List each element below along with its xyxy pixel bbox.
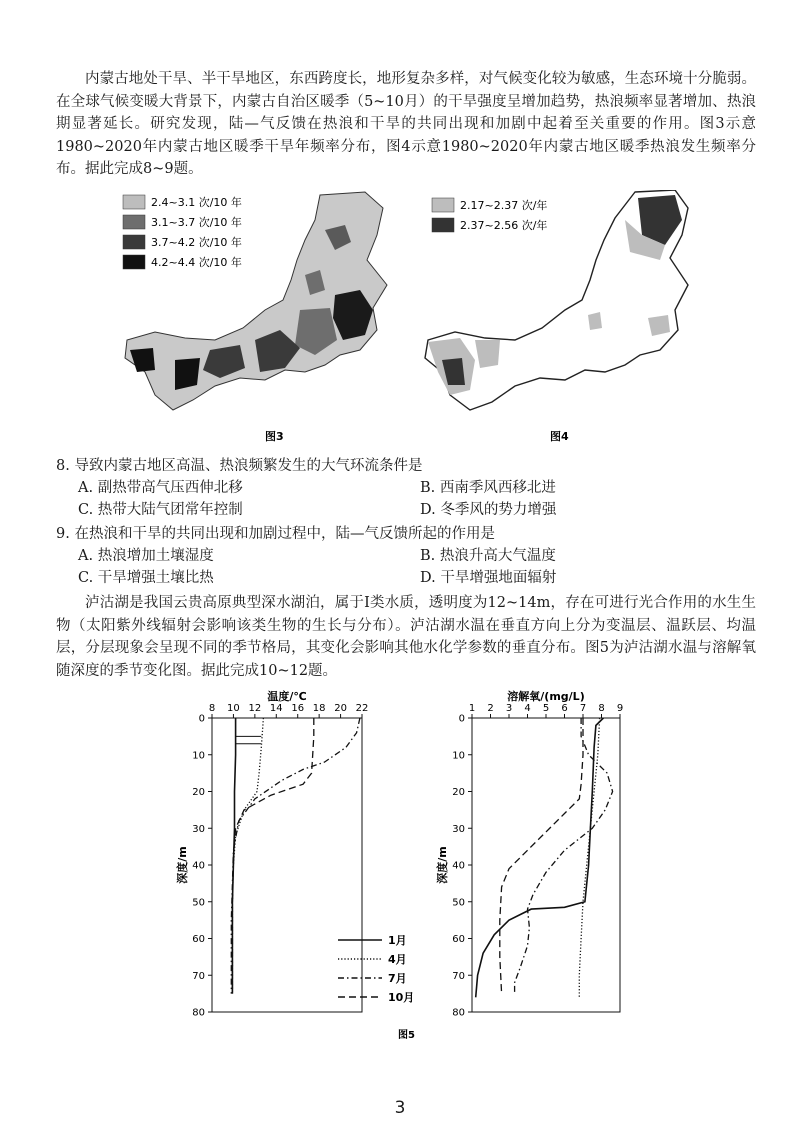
question-9-option-d: D. 干旱增强地面辐射 bbox=[420, 570, 557, 586]
question-8-option-c: C. 热带大陆气团常年控制 bbox=[78, 502, 243, 518]
temp-x-axis-label: 温度/℃ bbox=[267, 690, 307, 703]
temp-y-tick-label: 80 bbox=[192, 1007, 205, 1019]
passage-inner-mongolia: 内蒙古地处干旱、半干旱地区，东西跨度长，地形复杂多样，对气候变化较为敏感，生态环境十分脆弱。在全球气候变暖大背景下，内蒙古自治区暖季（5~10月）的干旱强度呈增加趋势，热浪频率显著增加、热浪期显著延长。研究发现，陆—气反馈在热浪和干旱的共同出现和加剧中起着至关重要的作用。图3示意1980~2020年内蒙古地区暖季干旱年频率分布，图4示意1980~2020年内蒙古地区暖季热浪发生频率分布。据此完成8~9题。 bbox=[56, 71, 756, 177]
do-x-tick-label: 5 bbox=[542, 703, 550, 714]
temp-series-7月 bbox=[231, 718, 360, 994]
do-y-tick-label: 80 bbox=[452, 1007, 465, 1019]
temp-y-tick-label: 70 bbox=[192, 970, 205, 982]
question-8-option-d: D. 冬季风的势力增强 bbox=[420, 502, 557, 518]
do-y-tick-label: 70 bbox=[452, 970, 465, 982]
figure-3-caption: 图3 bbox=[265, 430, 284, 443]
do-y-tick-label: 10 bbox=[452, 750, 465, 762]
do-y-tick-label: 0 bbox=[458, 713, 465, 725]
legend-label-10月: 10月 bbox=[388, 991, 415, 1004]
do-y-tick-label: 40 bbox=[452, 860, 465, 872]
map3-legend bbox=[123, 195, 242, 269]
passage-lugu-lake: 泸沽湖是我国云贵高原典型深水湖泊，属于Ⅰ类水质，透明度为12~14m，存在可进行光合作用的水生生物（太阳紫外线辐射会影响该类生物的生长与分布）。泸沽湖水温在垂直方向上分为变温层、温跃层、均温层，分层现象会呈现不同的季节格局，其变化会影响其他水化学参数的垂直分布。图5为泸沽湖水温与溶解氧随深度的季节变化图。据此完成10~12题。 bbox=[56, 595, 756, 679]
do-y-axis-label: 深度/m bbox=[436, 846, 449, 884]
legend-swatch bbox=[432, 198, 454, 212]
do-y-tick-label: 50 bbox=[452, 897, 465, 909]
do-x-tick-label: 9 bbox=[616, 703, 624, 714]
legend-swatch bbox=[123, 195, 145, 209]
question-8-option-a: A. 副热带高气压西伸北移 bbox=[78, 480, 243, 496]
temp-y-tick-label: 0 bbox=[198, 713, 205, 725]
legend-label-4月: 4月 bbox=[388, 953, 407, 966]
temp-x-tick-label: 14 bbox=[269, 703, 283, 714]
figure-3-drought-map bbox=[115, 190, 415, 450]
temp-x-tick-label: 10 bbox=[227, 703, 240, 714]
figure-5-legend bbox=[338, 934, 414, 1004]
do-x-tick-label: 6 bbox=[561, 703, 568, 714]
question-9-stem: 9. 在热浪和干旱的共同出现和加剧过程中，陆—气反馈所起的作用是 bbox=[56, 526, 495, 542]
question-9-option-c: C. 干旱增强土壤比热 bbox=[78, 570, 214, 586]
map3-legend-4: 4.2~4.4 次/10 年 bbox=[151, 256, 242, 269]
temp-x-tick-label: 12 bbox=[248, 703, 262, 714]
temp-y-tick-label: 30 bbox=[192, 823, 205, 835]
legend-label-1月: 1月 bbox=[388, 934, 407, 947]
map3-legend-2: 3.1~3.7 次/10 年 bbox=[151, 216, 242, 229]
do-x-tick-label: 2 bbox=[487, 703, 494, 714]
do-x-tick-label: 1 bbox=[468, 703, 476, 714]
question-9-option-b: B. 热浪升高大气温度 bbox=[420, 548, 556, 564]
temp-y-tick-label: 40 bbox=[192, 860, 205, 872]
dissolved-oxygen-depth-chart bbox=[435, 690, 623, 1019]
do-series-10月 bbox=[500, 718, 583, 994]
temp-plot-frame bbox=[212, 718, 362, 1012]
do-y-tick-label: 60 bbox=[452, 934, 465, 945]
do-x-tick-label: 4 bbox=[524, 703, 531, 714]
temp-y-tick-label: 60 bbox=[192, 934, 205, 945]
do-y-tick-label: 30 bbox=[452, 823, 465, 835]
temp-x-tick-label: 20 bbox=[334, 703, 347, 714]
map3-legend-1: 2.4~3.1 次/10 年 bbox=[151, 196, 242, 209]
temp-x-tick-label: 22 bbox=[355, 703, 369, 714]
map3-legend-3: 3.7~4.2 次/10 年 bbox=[151, 236, 242, 249]
do-x-tick-label: 3 bbox=[505, 703, 513, 714]
figure-4-caption: 图4 bbox=[550, 430, 569, 443]
figure-4-heatwave-map bbox=[420, 190, 710, 450]
do-y-tick-label: 20 bbox=[452, 787, 465, 798]
shade-light bbox=[588, 312, 602, 330]
do-series-7月 bbox=[515, 718, 613, 994]
legend-label-7月: 7月 bbox=[388, 972, 407, 985]
question-8-stem: 8. 导致内蒙古地区高温、热浪频繁发生的大气环流条件是 bbox=[56, 458, 423, 474]
temp-y-tick-label: 50 bbox=[192, 897, 205, 909]
map4-legend bbox=[432, 198, 547, 232]
legend-swatch bbox=[123, 255, 145, 269]
do-x-tick-label: 7 bbox=[579, 703, 587, 714]
do-x-axis-label: 溶解氧/(mg/L) bbox=[507, 690, 585, 703]
figure-5-charts bbox=[160, 690, 660, 1050]
question-8-option-b: B. 西南季风西移北进 bbox=[420, 480, 556, 496]
legend-swatch bbox=[123, 215, 145, 229]
question-9-option-a: A. 热浪增加土壤湿度 bbox=[78, 548, 214, 564]
temp-x-tick-label: 18 bbox=[312, 703, 326, 714]
figure-5-caption: 图5 bbox=[398, 1030, 415, 1041]
temp-x-tick-label: 16 bbox=[291, 703, 305, 714]
temp-y-tick-label: 10 bbox=[192, 750, 205, 762]
map4-legend-2: 2.37~2.56 次/年 bbox=[460, 219, 548, 232]
do-x-tick-label: 8 bbox=[598, 703, 605, 714]
temp-y-axis-label: 深度/m bbox=[176, 846, 189, 884]
do-plot-frame bbox=[472, 718, 620, 1012]
temperature-depth-chart bbox=[175, 690, 368, 1019]
legend-swatch bbox=[123, 235, 145, 249]
temp-series-4月 bbox=[232, 718, 263, 994]
temp-y-tick-label: 20 bbox=[192, 787, 205, 798]
temp-x-tick-label: 8 bbox=[208, 703, 216, 714]
shade-black bbox=[130, 348, 155, 372]
do-series-1月 bbox=[476, 718, 604, 997]
map4-legend-1: 2.17~2.37 次/年 bbox=[460, 199, 548, 212]
page-number: 3 bbox=[394, 1098, 406, 1118]
temp-series-10月 bbox=[232, 718, 313, 994]
legend-swatch bbox=[432, 218, 454, 232]
